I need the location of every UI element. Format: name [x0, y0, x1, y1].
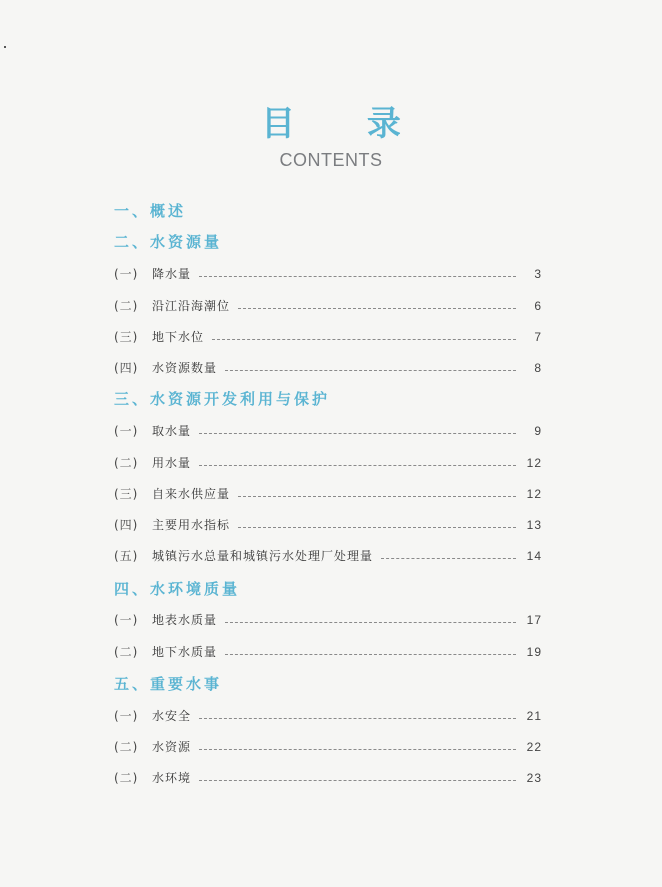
- entry-label: 主要用水指标: [152, 518, 231, 532]
- entry-label: 用水量: [152, 456, 192, 470]
- toc-entry[interactable]: [114, 643, 542, 661]
- toc-entry[interactable]: [114, 738, 542, 756]
- toc-entry[interactable]: [114, 265, 542, 283]
- entry-label: 自来水供应量: [152, 487, 231, 501]
- entry-page: 23: [526, 771, 542, 785]
- toc-entry[interactable]: [114, 328, 542, 346]
- entry-label: 沿江沿海潮位: [152, 299, 231, 313]
- dot-leader: [199, 433, 516, 434]
- dot-leader: [199, 718, 516, 719]
- entry-label: 取水量: [152, 424, 192, 438]
- entry-number: (三): [114, 487, 139, 501]
- entry-page: 9: [534, 424, 542, 438]
- entry-number: (二): [114, 645, 139, 659]
- entry-label: 水资源: [152, 740, 192, 754]
- scan-speck: [4, 46, 6, 48]
- toc-section-5[interactable]: 五、重要水事: [114, 675, 223, 693]
- entry-number: (四): [114, 518, 139, 532]
- entry-number: (二): [114, 299, 139, 313]
- dot-leader: [225, 370, 516, 371]
- entry-number: (四): [114, 361, 139, 375]
- toc-entry[interactable]: [114, 611, 542, 629]
- entry-label: 水环境: [152, 771, 192, 785]
- dot-leader: [238, 496, 516, 497]
- page-title: 目 录: [261, 104, 431, 144]
- dot-leader: [212, 339, 516, 340]
- entry-label: 城镇污水总量和城镇污水处理厂处理量: [152, 549, 374, 563]
- toc-section-3[interactable]: 三、水资源开发利用与保护: [114, 390, 331, 408]
- entry-number: (二): [114, 771, 139, 785]
- dot-leader: [199, 749, 516, 750]
- entry-label: 水资源数量: [152, 361, 218, 375]
- entry-number: (一): [114, 424, 139, 438]
- entry-page: 13: [526, 518, 542, 532]
- toc-entry[interactable]: [114, 454, 542, 472]
- entry-page: 19: [526, 645, 542, 659]
- toc-entry[interactable]: [114, 422, 542, 440]
- dot-leader: [225, 654, 516, 655]
- entry-number: (一): [114, 267, 139, 281]
- page-subtitle: CONTENTS: [279, 150, 383, 170]
- entry-page: 14: [526, 549, 542, 563]
- toc-entry[interactable]: [114, 297, 542, 315]
- entry-number: (二): [114, 740, 139, 754]
- entry-page: 6: [534, 299, 542, 313]
- toc-entry[interactable]: [114, 547, 542, 565]
- entry-label: 地下水位: [152, 330, 205, 344]
- entry-page: 3: [534, 267, 542, 281]
- dot-leader: [238, 308, 516, 309]
- toc-entry[interactable]: [114, 769, 542, 787]
- entry-page: 12: [526, 456, 542, 470]
- toc-entry[interactable]: [114, 516, 542, 534]
- toc-entry[interactable]: [114, 485, 542, 503]
- entry-number: (二): [114, 456, 139, 470]
- toc-section-4[interactable]: 四、水环境质量: [114, 580, 241, 598]
- entry-number: (五): [114, 549, 139, 563]
- entry-label: 降水量: [152, 267, 192, 281]
- entry-page: 7: [534, 330, 542, 344]
- toc-entry[interactable]: [114, 707, 542, 725]
- toc-section-2[interactable]: 二、水资源量: [114, 233, 223, 251]
- entry-page: 17: [526, 613, 542, 627]
- entry-number: (一): [114, 613, 139, 627]
- dot-leader: [381, 558, 516, 559]
- dot-leader: [199, 465, 516, 466]
- entry-page: 12: [526, 487, 542, 501]
- entry-page: 22: [526, 740, 542, 754]
- toc-entry[interactable]: [114, 359, 542, 377]
- entry-label: 地表水质量: [152, 613, 218, 627]
- entry-number: (三): [114, 330, 139, 344]
- toc-section-1[interactable]: 一、概述: [114, 202, 187, 220]
- entry-label: 地下水质量: [152, 645, 218, 659]
- dot-leader: [199, 780, 516, 781]
- dot-leader: [238, 527, 516, 528]
- entry-label: 水安全: [152, 709, 192, 723]
- dot-leader: [225, 622, 516, 623]
- entry-number: (一): [114, 709, 139, 723]
- entry-page: 21: [526, 709, 542, 723]
- entry-page: 8: [534, 361, 542, 375]
- dot-leader: [199, 276, 516, 277]
